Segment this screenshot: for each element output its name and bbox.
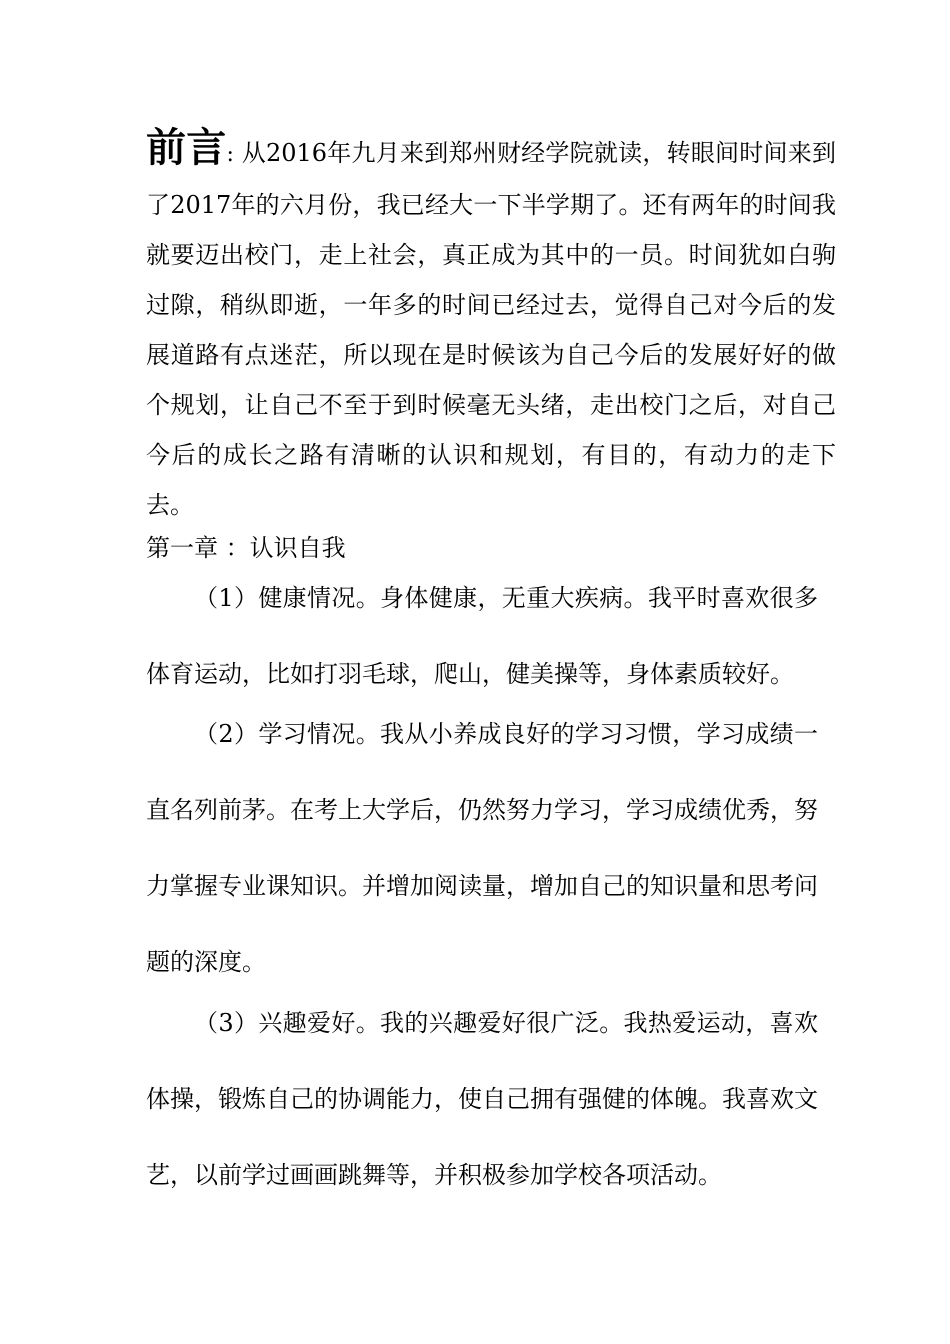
intro-colon: : [226, 142, 234, 167]
item-health: （1）健康情况。身体健康，无重大疾病。我平时喜欢很多体育运动，比如打羽毛球，爬山，健美操等，身体素质较好。 [146, 584, 818, 688]
intro-text: 从2016年九月来到郑州财经学院就读，转眼间时间来到了2017年的六月份，我已经大一下半学期了。还有两年的时间我就要迈出校门，走上社会，真正成为其中的一员。时间犹如白驹过隙，稍纵即逝，一年多的时间已经过去，觉得自己对今后的发展道路有点迷茫，所以现在是时候该为自己今后的发展好好的做个规划，让自己不至于到时候毫无头绪，走出校门之后，对自己今后的成长之路有清晰的认识和规划，有目的，有动力的走下去。 [146, 139, 836, 519]
chapter-title: 第一章 ：认识自我 [146, 534, 346, 562]
item-hobbies: （3）兴趣爱好。我的兴趣爱好很广泛。我热爱运动，喜欢体操，锻炼自己的协调能力，使自己拥有强健的体魄。我喜欢文艺，以前学过画画跳舞等，并积极参加学校各项活动。 [146, 1009, 818, 1189]
item-study: （2）学习情况。我从小养成良好的学习习惯，学习成绩一直名列前茅。在考上大学后，仍然努力学习，学习成绩优秀，努力掌握专业课知识。并增加阅读量，增加自己的知识量和思考问题的深度。 [146, 720, 818, 976]
intro-heading: 前言 [146, 124, 227, 171]
intro-paragraph [146, 124, 836, 530]
